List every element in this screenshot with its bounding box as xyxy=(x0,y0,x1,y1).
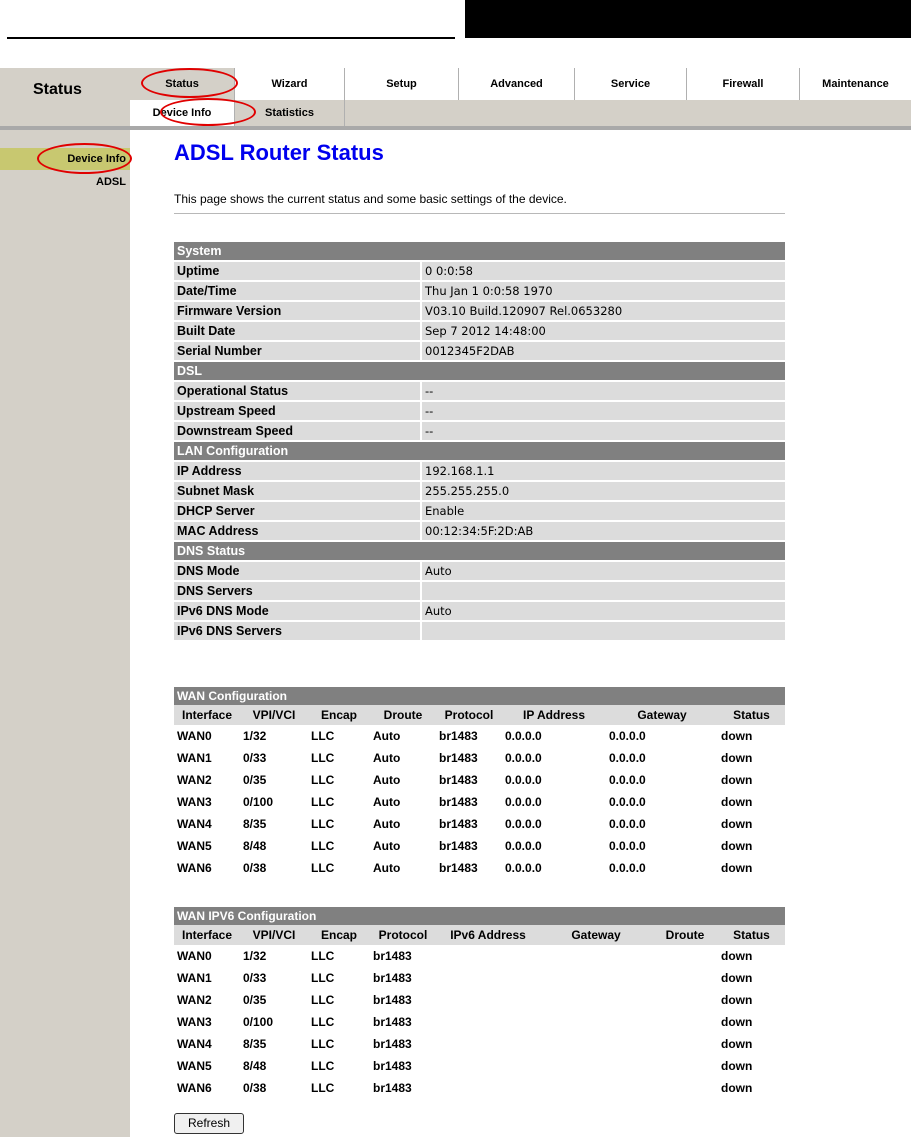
section-header-system xyxy=(174,242,785,260)
table-row xyxy=(174,835,785,857)
info-key: Firmware Version xyxy=(174,302,420,320)
table-cell: LLC xyxy=(311,729,335,743)
column-header: Interface xyxy=(174,705,240,725)
column-header-row xyxy=(174,705,785,725)
table-row xyxy=(174,857,785,879)
info-value: 00:12:34:5F:2D:AB xyxy=(420,522,785,540)
top-navigation xyxy=(0,68,911,128)
table-cell: 0.0.0.0 xyxy=(609,729,646,743)
table-row xyxy=(174,1055,785,1077)
table-cell: down xyxy=(721,1015,753,1029)
table-cell: Auto xyxy=(373,861,401,875)
section-header-label: LAN Configuration xyxy=(174,442,785,460)
table-cell: down xyxy=(721,751,753,765)
page-description: This page shows the current status and some basic settings of the device. xyxy=(174,192,567,206)
column-header: Status xyxy=(718,925,785,945)
table-cell: 8/48 xyxy=(243,1059,267,1073)
tab-wizard[interactable]: Wizard xyxy=(235,68,345,100)
info-value: -- xyxy=(420,402,785,420)
table-cell: 0.0.0.0 xyxy=(505,861,542,875)
table-cell xyxy=(436,945,540,967)
info-value xyxy=(420,582,785,600)
refresh-button[interactable]: Refresh xyxy=(174,1113,244,1134)
table-cell xyxy=(652,1033,718,1055)
table-cell: br1483 xyxy=(373,1037,412,1051)
info-row xyxy=(174,322,785,340)
info-key: IPv6 DNS Servers xyxy=(174,622,420,640)
table-row xyxy=(174,725,785,747)
table-cell: LLC xyxy=(311,795,335,809)
info-key: DHCP Server xyxy=(174,502,420,520)
table-cell: LLC xyxy=(311,1081,335,1095)
table-cell: 0.0.0.0 xyxy=(505,773,542,787)
info-value: 0012345F2DAB xyxy=(420,342,785,360)
page-title: ADSL Router Status xyxy=(174,140,384,165)
info-key: DNS Servers xyxy=(174,582,420,600)
table-cell: WAN0 xyxy=(177,949,212,963)
table-cell xyxy=(540,1055,652,1077)
info-key: Downstream Speed xyxy=(174,422,420,440)
table-cell xyxy=(540,1077,652,1099)
table-cell: WAN6 xyxy=(177,1081,212,1095)
info-row xyxy=(174,282,785,300)
table-cell: 0.0.0.0 xyxy=(609,773,646,787)
table-cell xyxy=(652,1055,718,1077)
table-row xyxy=(174,747,785,769)
table-cell: LLC xyxy=(311,839,335,853)
table-cell: 0.0.0.0 xyxy=(505,795,542,809)
info-key: Built Date xyxy=(174,322,420,340)
info-row xyxy=(174,402,785,420)
info-value: Enable xyxy=(420,502,785,520)
sidebar-item-device-info[interactable]: Device Info xyxy=(0,148,130,170)
table-cell: LLC xyxy=(311,993,335,1007)
table-cell: down xyxy=(721,1059,753,1073)
table-cell xyxy=(652,1011,718,1033)
table-cell: Auto xyxy=(373,751,401,765)
info-key: IPv6 DNS Mode xyxy=(174,602,420,620)
section-header-label: WAN Configuration xyxy=(174,687,785,705)
table-row xyxy=(174,1011,785,1033)
table-row xyxy=(174,1033,785,1055)
table-cell: 0/33 xyxy=(243,971,267,985)
tab-firewall[interactable]: Firewall xyxy=(687,68,800,100)
info-key: IP Address xyxy=(174,462,420,480)
table-cell: 0/33 xyxy=(243,751,267,765)
table-cell xyxy=(652,945,718,967)
column-header: VPI/VCI xyxy=(240,925,308,945)
column-header: Protocol xyxy=(370,925,436,945)
table-row xyxy=(174,967,785,989)
info-key: Upstream Speed xyxy=(174,402,420,420)
info-value: 0 0:0:58 xyxy=(420,262,785,280)
info-row xyxy=(174,422,785,440)
table-cell xyxy=(540,945,652,967)
info-key: Subnet Mask xyxy=(174,482,420,500)
column-header: IPv6 Address xyxy=(436,925,540,945)
table-cell xyxy=(436,1077,540,1099)
table-cell: 0.0.0.0 xyxy=(609,817,646,831)
table-cell: WAN3 xyxy=(177,1015,212,1029)
column-header: Status xyxy=(718,705,785,725)
table-cell: WAN0 xyxy=(177,729,212,743)
table-cell: br1483 xyxy=(373,949,412,963)
info-key: Serial Number xyxy=(174,342,420,360)
section-header-label: DNS Status xyxy=(174,542,785,560)
info-key: DNS Mode xyxy=(174,562,420,580)
title-divider xyxy=(174,213,785,214)
column-header: Protocol xyxy=(436,705,502,725)
sub-tabs xyxy=(130,100,911,126)
nav-divider xyxy=(0,126,911,130)
table-cell: 8/35 xyxy=(243,1037,267,1051)
table-cell: 0.0.0.0 xyxy=(505,729,542,743)
table-cell: LLC xyxy=(311,817,335,831)
column-header-row xyxy=(174,925,785,945)
table-cell: 0.0.0.0 xyxy=(609,839,646,853)
table-cell xyxy=(436,967,540,989)
info-row xyxy=(174,482,785,500)
info-key: Uptime xyxy=(174,262,420,280)
table-cell: LLC xyxy=(311,773,335,787)
table-cell: 0.0.0.0 xyxy=(505,751,542,765)
table-cell: LLC xyxy=(311,861,335,875)
table-cell: br1483 xyxy=(439,839,478,853)
info-value: -- xyxy=(420,382,785,400)
section-header-label: WAN IPV6 Configuration xyxy=(174,907,785,925)
table-row xyxy=(174,945,785,967)
table-cell: LLC xyxy=(311,1059,335,1073)
info-value: 255.255.255.0 xyxy=(420,482,785,500)
section-header-wan6 xyxy=(174,907,785,925)
column-header: Droute xyxy=(652,925,718,945)
table-row xyxy=(174,791,785,813)
table-cell xyxy=(652,967,718,989)
info-value: V03.10 Build.120907 Rel.0653280 xyxy=(420,302,785,320)
nav-section-title xyxy=(0,68,130,126)
table-cell: br1483 xyxy=(439,751,478,765)
info-key: MAC Address xyxy=(174,522,420,540)
sidebar xyxy=(0,130,130,1137)
table-cell: WAN1 xyxy=(177,751,212,765)
header-black-bar xyxy=(465,0,911,38)
table-cell: 0.0.0.0 xyxy=(505,817,542,831)
table-cell: WAN5 xyxy=(177,1059,212,1073)
section-header-dns xyxy=(174,542,785,560)
table-cell: LLC xyxy=(311,971,335,985)
info-value: 192.168.1.1 xyxy=(420,462,785,480)
status-info-table xyxy=(174,240,785,642)
table-cell: br1483 xyxy=(439,861,478,875)
table-cell xyxy=(540,1011,652,1033)
section-header-label: System xyxy=(174,242,785,260)
table-cell: WAN2 xyxy=(177,993,212,1007)
info-row xyxy=(174,502,785,520)
table-cell: down xyxy=(721,795,753,809)
header-rule xyxy=(7,37,455,39)
table-cell: down xyxy=(721,971,753,985)
table-row xyxy=(174,813,785,835)
info-value: Auto xyxy=(420,562,785,580)
table-cell xyxy=(540,1033,652,1055)
info-row xyxy=(174,522,785,540)
info-key: Date/Time xyxy=(174,282,420,300)
table-cell xyxy=(436,1055,540,1077)
table-cell: br1483 xyxy=(439,795,478,809)
table-cell: 0/38 xyxy=(243,1081,267,1095)
table-cell: WAN5 xyxy=(177,839,212,853)
table-cell: down xyxy=(721,993,753,1007)
table-cell: 0/35 xyxy=(243,773,267,787)
table-cell: 8/48 xyxy=(243,839,267,853)
tab-setup[interactable]: Setup xyxy=(345,68,459,100)
table-cell: br1483 xyxy=(439,729,478,743)
info-row xyxy=(174,622,785,640)
tab-advanced[interactable]: Advanced xyxy=(459,68,575,100)
column-header: Gateway xyxy=(606,705,718,725)
info-row xyxy=(174,302,785,320)
column-header: Encap xyxy=(308,705,370,725)
table-cell: LLC xyxy=(311,1037,335,1051)
table-cell: WAN4 xyxy=(177,1037,212,1051)
table-cell xyxy=(436,989,540,1011)
wan-ipv6-config-table xyxy=(174,907,785,1099)
section-header-wan xyxy=(174,687,785,705)
table-cell: 0.0.0.0 xyxy=(609,751,646,765)
info-row xyxy=(174,582,785,600)
table-cell: 0/38 xyxy=(243,861,267,875)
table-cell: down xyxy=(721,839,753,853)
table-cell: Auto xyxy=(373,773,401,787)
info-value: -- xyxy=(420,422,785,440)
table-cell: 0/35 xyxy=(243,993,267,1007)
table-cell: down xyxy=(721,1037,753,1051)
table-cell: br1483 xyxy=(373,1081,412,1095)
info-value: Auto xyxy=(420,602,785,620)
table-cell: Auto xyxy=(373,729,401,743)
table-cell: br1483 xyxy=(373,1059,412,1073)
table-row xyxy=(174,989,785,1011)
table-cell xyxy=(540,967,652,989)
table-cell: WAN1 xyxy=(177,971,212,985)
section-header-label: DSL xyxy=(174,362,785,380)
table-cell: 0/100 xyxy=(243,1015,274,1029)
table-row xyxy=(174,769,785,791)
table-cell: down xyxy=(721,817,753,831)
column-header: Droute xyxy=(370,705,436,725)
info-value xyxy=(420,622,785,640)
column-header: Encap xyxy=(308,925,370,945)
table-cell: LLC xyxy=(311,1015,335,1029)
table-cell: down xyxy=(721,773,753,787)
tab-service[interactable]: Service xyxy=(575,68,687,100)
table-cell: WAN3 xyxy=(177,795,212,809)
section-header-lan xyxy=(174,442,785,460)
column-header: Interface xyxy=(174,925,240,945)
table-cell: br1483 xyxy=(439,817,478,831)
table-cell: WAN4 xyxy=(177,817,212,831)
table-cell: Auto xyxy=(373,839,401,853)
column-header: IP Address xyxy=(502,705,606,725)
table-cell: WAN2 xyxy=(177,773,212,787)
subtab-statistics[interactable]: Statistics xyxy=(235,100,345,126)
info-value: Sep 7 2012 14:48:00 xyxy=(420,322,785,340)
table-cell: br1483 xyxy=(439,773,478,787)
sidebar-item-adsl[interactable]: ADSL xyxy=(96,176,126,188)
table-cell: down xyxy=(721,1081,753,1095)
tab-maintenance[interactable]: Maintenance xyxy=(822,78,889,90)
table-cell: 1/32 xyxy=(243,949,267,963)
table-cell: 0.0.0.0 xyxy=(609,795,646,809)
table-cell: LLC xyxy=(311,751,335,765)
table-cell: 1/32 xyxy=(243,729,267,743)
nav-title-label: Status xyxy=(33,81,82,98)
tab-status[interactable]: Status xyxy=(130,68,235,100)
table-cell xyxy=(652,1077,718,1099)
table-cell: WAN6 xyxy=(177,861,212,875)
table-cell: Auto xyxy=(373,817,401,831)
table-cell: Auto xyxy=(373,795,401,809)
table-cell xyxy=(436,1033,540,1055)
subtab-device-info[interactable]: Device Info xyxy=(130,100,235,126)
table-cell: 8/35 xyxy=(243,817,267,831)
table-cell: br1483 xyxy=(373,1015,412,1029)
table-cell: 0/100 xyxy=(243,795,274,809)
info-key: Operational Status xyxy=(174,382,420,400)
table-cell: down xyxy=(721,949,753,963)
table-cell: down xyxy=(721,861,753,875)
table-row xyxy=(174,1077,785,1099)
info-value: Thu Jan 1 0:0:58 1970 xyxy=(420,282,785,300)
table-cell xyxy=(436,1011,540,1033)
main-tabs xyxy=(130,68,911,101)
info-row xyxy=(174,602,785,620)
section-header-dsl xyxy=(174,362,785,380)
wan-config-table xyxy=(174,687,785,879)
table-cell: 0.0.0.0 xyxy=(505,839,542,853)
info-row xyxy=(174,562,785,580)
info-row xyxy=(174,262,785,280)
column-header: VPI/VCI xyxy=(240,705,308,725)
table-cell: br1483 xyxy=(373,971,412,985)
table-cell: down xyxy=(721,729,753,743)
table-cell: br1483 xyxy=(373,993,412,1007)
info-row xyxy=(174,462,785,480)
table-cell: LLC xyxy=(311,949,335,963)
table-cell: 0.0.0.0 xyxy=(609,861,646,875)
info-row xyxy=(174,382,785,400)
table-cell xyxy=(540,989,652,1011)
table-cell xyxy=(652,989,718,1011)
column-header: Gateway xyxy=(540,925,652,945)
info-row xyxy=(174,342,785,360)
